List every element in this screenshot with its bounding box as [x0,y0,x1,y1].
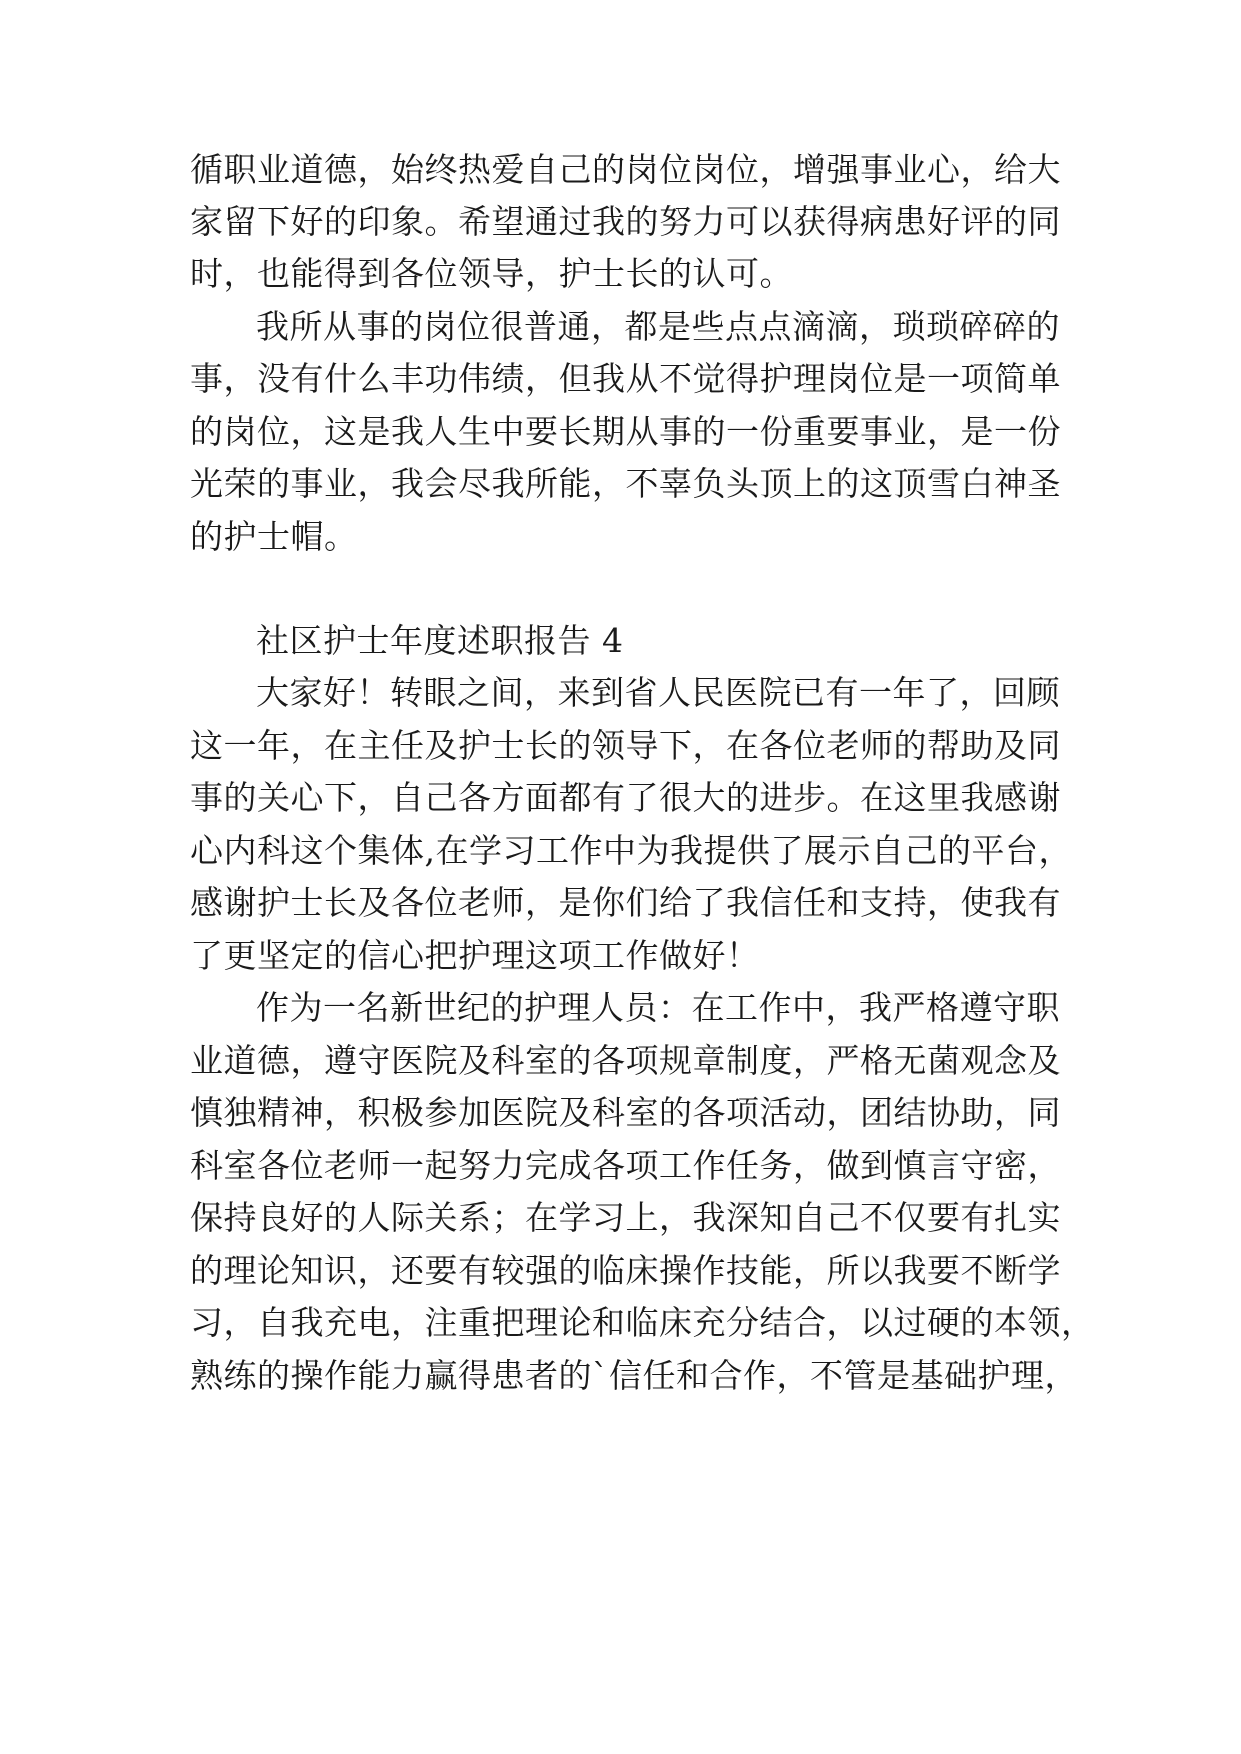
text-line: 大家好！转眼之间，来到省人民医院已有一年了，回顾 [256,673,1060,712]
text-line: 时，也能得到各位领导，护士长的认可。 [190,254,793,293]
text-line: 的岗位，这是我人生中要长期从事的一份重要事业，是一份 [190,412,1061,451]
text-line: 的理论知识，还要有较强的临床操作技能，所以我要不断学 [190,1251,1061,1290]
text-line: 熟练的操作能力赢得患者的`信任和合作，不管是基础护理， [190,1356,1078,1395]
text-line: 事的关心下，自己各方面都有了很大的进步。在这里我感谢 [190,778,1061,817]
text-line: 科室各位老师一起努力完成各项工作任务，做到慎言守密， [190,1146,1061,1185]
section-title: 社区护士年度述职报告 4 [256,621,624,660]
text-line: 习，自我充电，注重把理论和临床充分结合，以过硬的本领， [190,1303,1095,1342]
text-line: 保持良好的人际关系；在学习上，我深知自己不仅要有扎实 [190,1198,1061,1237]
text-line: 感谢护士长及各位老师，是你们给了我信任和支持，使我有 [190,883,1061,922]
text-line: 的护士帽。 [190,517,358,556]
text-line: 光荣的事业，我会尽我所能，不辜负头顶上的这顶雪白神圣 [190,464,1061,503]
text-line: 业道德，遵守医院及科室的各项规章制度，严格无菌观念及 [190,1041,1061,1080]
text-line: 了更坚定的信心把护理这项工作做好！ [190,936,760,975]
text-line: 家留下好的印象。希望通过我的努力可以获得病患好评的同 [190,202,1061,241]
text-line: 事，没有什么丰功伟绩，但我从不觉得护理岗位是一项简单 [190,359,1061,398]
text-line: 慎独精神，积极参加医院及科室的各项活动，团结协助，同 [190,1093,1061,1132]
text-line: 我所从事的岗位很普通，都是些点点滴滴，琐琐碎碎的 [256,307,1060,346]
text-line: 这一年，在主任及护士长的领导下，在各位老师的帮助及同 [190,726,1061,765]
text-line: 循职业道德，始终热爱自己的岗位岗位，增强事业心，给大 [190,150,1061,189]
text-line: 心内科这个集体,在学习工作中为我提供了展示自己的平台， [190,831,1072,870]
text-line: 作为一名新世纪的护理人员：在工作中，我严格遵守职 [256,988,1060,1027]
